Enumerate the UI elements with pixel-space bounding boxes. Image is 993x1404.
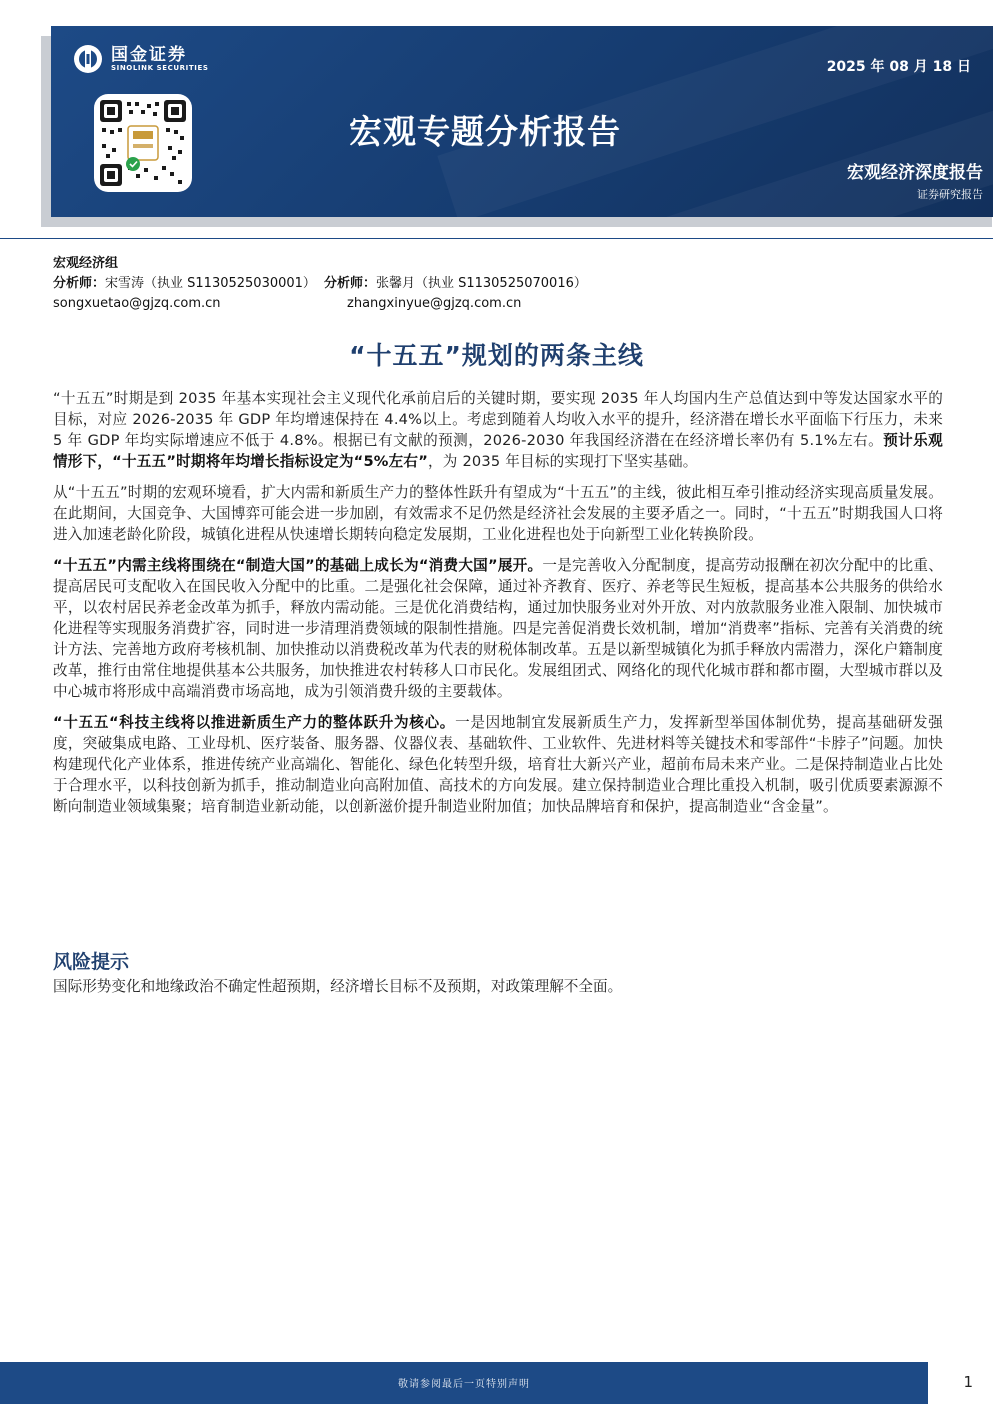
paragraph-2 [53,482,943,545]
analyst1-label: 分析师： [53,276,106,291]
header-banner [51,26,993,217]
qr-code [94,94,192,192]
risk-heading: 风险提示 [53,951,130,973]
analyst-emails [53,294,587,314]
analyst-block [53,254,587,314]
company-logo [73,44,208,74]
footer-disclaimer-note: 敬请参阅最后一页特别声明 [398,1379,530,1390]
logo-name-en: SINOLINK SECURITIES [111,63,209,72]
logo-name-cn: 国金证券 [111,44,187,65]
paragraph-1 [53,388,943,472]
main-title: “十五五”规划的两条主线 [349,341,644,370]
paragraph-text: 一是因地制宜发展新质生产力，发挥新型举国体制优势，提高基础研发强度，突破集成电路、工业母机、医疗装备、服务器、仪器仪表、基础软件、工业软件、先进材料等关键技术和零部件“卡脖子”问题。加快构建现代化产业体系，推进传统产业高端化、智能化、绿色化转型升级，培育壮大新兴产业，超前布局未来产业。二是保持制造业占比处于合理水平，以科技创新为抓手，推动制造业向高附加值、高技术的方向发展。建立保持制造业合理比重投入机制，吸引优质要素源源不断向制造业领域集聚；培育制造业新动能，以创新滋价提升制造业附加值；加快品牌培育和保护，提高制造业“含金量”。 [53,714,943,815]
paragraph-text: 从“十五五”时期的宏观环境看，扩大内需和新质生产力的整体性跃升有望成为“十五五”的主线，彼此相互牵引推动经济实现高质量发展。在此期间，大国竞争、大国博弈可能会进一步加剧，有效需求不足仍然是经济社会发展的主要矛盾之一。同时，“十五五”时期我国人口将进入加速老龄化阶段，城镇化进程从快速增长期转向稳定发展期，工业化进程也处于向新型工业化转换阶段。 [53,484,943,543]
risk-text: 国际形势变化和地缘政治不确定性超预期，经济增长目标不及预期，对政策理解不全面。 [53,978,623,995]
analyst-group [53,254,587,274]
report-subtitle: 证券研究报告 [917,188,983,201]
analyst2-name: 张馨月（执业 S1130525070016） [375,276,587,291]
analyst1-name: 宋雪涛（执业 S1130525030001） [105,276,316,291]
report-date: 2025 年 08 月 18 日 [826,59,971,75]
paragraph-4 [53,712,943,817]
paragraph-highlight: “十五五“科技主线将以推进新质生产力的整体跃升为核心。 [53,714,456,731]
header-divider [0,238,993,239]
paragraph-text: ，为 2035 年目标的实现打下坚实基础。 [428,453,698,470]
paragraph-3 [53,555,943,702]
logo-mark-icon [73,44,103,74]
analyst-group-name: 宏观经济组 [53,256,119,271]
paragraph-highlight: “十五五”内需主线将围绕在“制造大国”的基础上成长为“消费大国”展开。 [53,557,543,574]
analyst1-email[interactable]: songxuetao@gjzq.com.cn [53,296,221,311]
analyst2-email[interactable]: zhangxinyue@gjzq.com.cn [347,296,522,311]
report-title: 宏观专题分析报告 [349,112,621,151]
paragraph-text: “十五五”时期是到 2035 年基本实现社会主义现代化承前启后的关键时期，要实现 2035 年人均国内生产总值达到中等发达国家水平的目标，对应 2026-2035 年 GDP 年均增速保持在 4.4%以上。考虑到随着人均收入水平的提升，经济潜在增长水平面临下行压力，未来 5 年 GDP 年均实际增速应不低于 4.8%。根据已有文献的预测，2026-2030 年我国经济潜在在经济增长率仍有 5.1%左右。 [53,390,943,449]
page-number: 1 [963,1373,973,1391]
qr-code-icon [100,100,186,186]
analyst-list [53,274,587,294]
paragraph-text: 一是完善收入分配制度，提高劳动报酬在初次分配中的比重、提高居民可支配收入在国民收入分配中的比重。二是强化社会保障，通过补齐教育、医疗、养老等民生短板，提高基本公共服务的供给水平，以农村居民养老金改革为抓手，释放内需动能。三是优化消费结构，通过加快服务业对外开放、对内放款服务业准入限制、加快城市化进程等实现服务消费扩容，同时进一步清理消费领域的限制性措施。四是完善促消费长效机制，增加“消费率”指标、完善有关消费的统计方法、完善地方政府考核机制、加快推动以消费税改革为代表的财税体制改革。五是以新型城镇化为抓手释放内需潜力，深化户籍制度改革，推行由常住地提供基本公共服务，加快推进农村转移人口市民化。发展组团式、网络化的现代化城市群和都市圈，大型城市群以及中心城市将形成中高端消费市场高地，成为引领消费升级的主要载体。 [53,557,943,700]
analyst2-label: 分析师： [323,276,376,291]
paragraph-highlight: 预计乐观情形下，“十五五”时期将年均增长指标设定为“5%左右” [53,432,943,470]
report-type: 宏观经济深度报告 [847,163,983,183]
report-body [53,388,943,827]
